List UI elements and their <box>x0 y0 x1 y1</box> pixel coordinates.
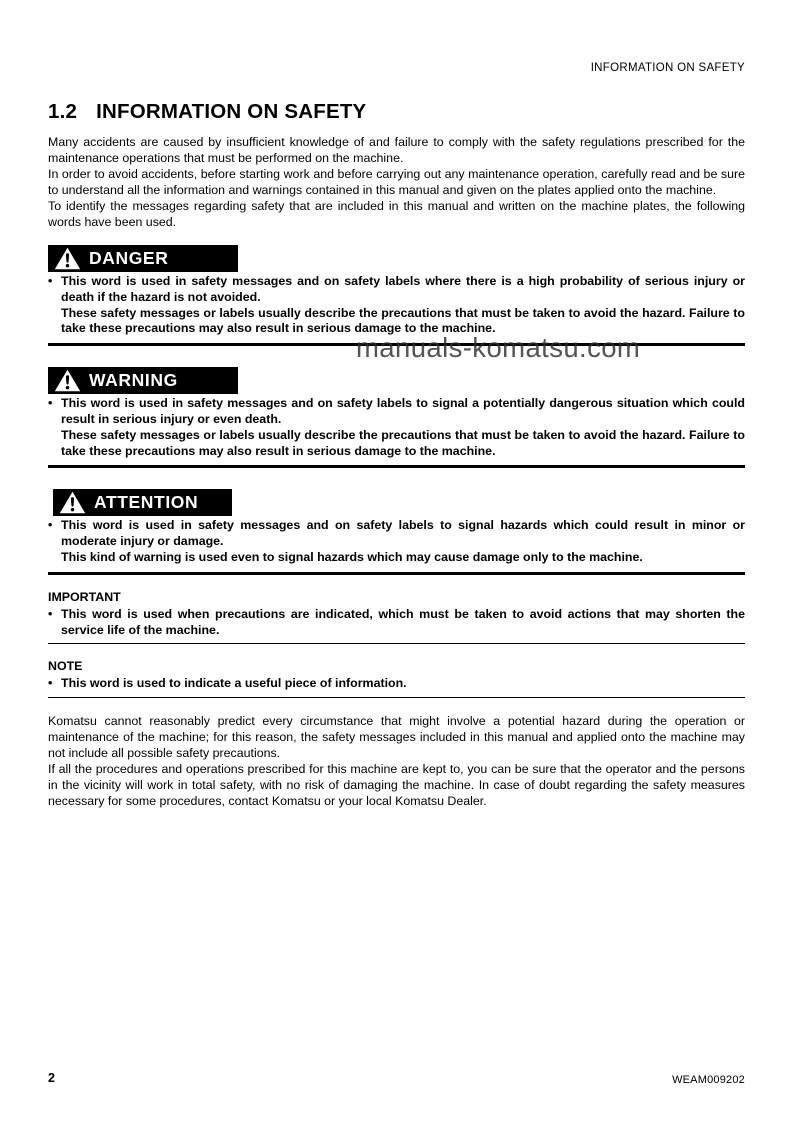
section-divider-thin <box>48 643 745 644</box>
watermark: manuals-komatsu.com <box>356 332 641 363</box>
important-bullet-text <box>61 607 745 639</box>
important-bullet-paragraph: This word is used when precautions are indicated, which must be taken to avoid actions that may shorten the service life of the machine. <box>61 606 745 637</box>
bullet-glyph: • <box>48 606 53 621</box>
danger-section <box>48 245 745 337</box>
danger-bullet-item <box>48 274 745 337</box>
page-title <box>48 100 745 123</box>
section-title-text: INFORMATION ON SAFETY <box>96 100 367 123</box>
running-header: INFORMATION ON SAFETY <box>590 62 745 74</box>
intro-paragraph: In order to avoid accidents, before starting work and before carrying out any maintenance operation, carefully read and be sure to understand all the information and warnings contained in this manual and given on the plates applied onto the machine. <box>48 167 745 197</box>
note-bullet-paragraph: This word is used to indicate a useful piece of information. <box>61 676 407 691</box>
section-divider <box>48 465 745 468</box>
bullet-glyph: • <box>48 676 53 691</box>
note-bullet-text <box>61 676 745 692</box>
warning-label: WARNING <box>89 369 178 390</box>
bullet-glyph: • <box>48 274 53 288</box>
warning-triangle-icon <box>54 369 81 392</box>
attention-bullet-text <box>61 518 745 565</box>
warning-label-box <box>48 367 238 394</box>
warning-triangle-icon <box>59 491 86 514</box>
attention-section <box>48 489 745 565</box>
warning-bullet-item <box>48 396 745 459</box>
note-section <box>48 659 745 692</box>
section-divider <box>48 343 745 346</box>
danger-bullet-text <box>61 274 745 337</box>
footer-page-number: 2 <box>48 1071 55 1085</box>
important-bullet-item <box>48 607 745 639</box>
attention-bullet-item <box>48 518 745 565</box>
warning-bullet-paragraph: This word is used in safety messages and on safety labels to signal a potentially dangerous situation which could result in serious injury or even death. <box>61 396 745 426</box>
closing-paragraphs <box>48 713 745 809</box>
attention-continuation-paragraph: This kind of warning is used even to signal hazards which may cause damage only to the machine. <box>61 549 643 564</box>
section-divider-thin <box>48 697 745 698</box>
attention-label: ATTENTION <box>94 492 199 513</box>
section-divider <box>48 572 745 575</box>
note-bullet-item <box>48 676 745 692</box>
danger-label-box <box>48 245 238 272</box>
note-heading: NOTE <box>48 659 83 674</box>
important-heading: IMPORTANT <box>48 589 121 604</box>
intro-paragraph: Many accidents are caused by insufficient knowledge of and failure to comply with the safety regulations prescribed for the maintenance operations that must be performed on the machine. <box>48 135 745 165</box>
section-number: 1.2 <box>48 100 78 123</box>
danger-continuation-paragraph: These safety messages or labels usually describe the precautions that must be taken to avoid the hazard. Failure to take these precautions may also result in serious damage to the machine. <box>61 305 745 336</box>
warning-bullet-text <box>61 396 745 459</box>
warning-continuation-paragraph: These safety messages or labels usually describe the precautions that must be taken to avoid the hazard. Failure to take these precautions may also result in serious damage to the machine. <box>61 427 745 458</box>
footer-doc-code: WEAM009202 <box>672 1074 745 1086</box>
bullet-glyph: • <box>48 396 53 411</box>
danger-label: DANGER <box>89 247 169 268</box>
warning-section <box>48 367 745 459</box>
danger-bullet-paragraph: This word is used in safety messages and on safety labels where there is a high probability of serious injury or death if the hazard is not avoided. <box>61 274 745 304</box>
attention-label-box <box>53 489 232 516</box>
intro-paragraphs <box>48 134 745 230</box>
important-section <box>48 590 745 639</box>
bullet-glyph: • <box>48 518 53 533</box>
attention-bullet-paragraph: This word is used in safety messages and on safety labels to signal hazards which could result in minor or moderate injury or damage. <box>61 518 745 549</box>
intro-paragraph: To identify the messages regarding safety that are included in this manual and written on the machine plates, the following words have been used. <box>48 199 745 229</box>
warning-triangle-icon <box>54 247 81 270</box>
closing-paragraph: If all the procedures and operations prescribed for this machine are kept to, you can be sure that the operator and the persons in the vicinity will work in total safety, with no risk of damaging the machine. In case of doubt regarding the safety measures necessary for some procedures, contact Komatsu or your local Komatsu Dealer. <box>48 762 745 809</box>
closing-paragraph: Komatsu cannot reasonably predict every circumstance that might involve a potential hazard during the operation or maintenance of the machine; for this reason, the safety messages included in this manual and applied onto the machine may not include all possible safety precautions. <box>48 714 745 761</box>
